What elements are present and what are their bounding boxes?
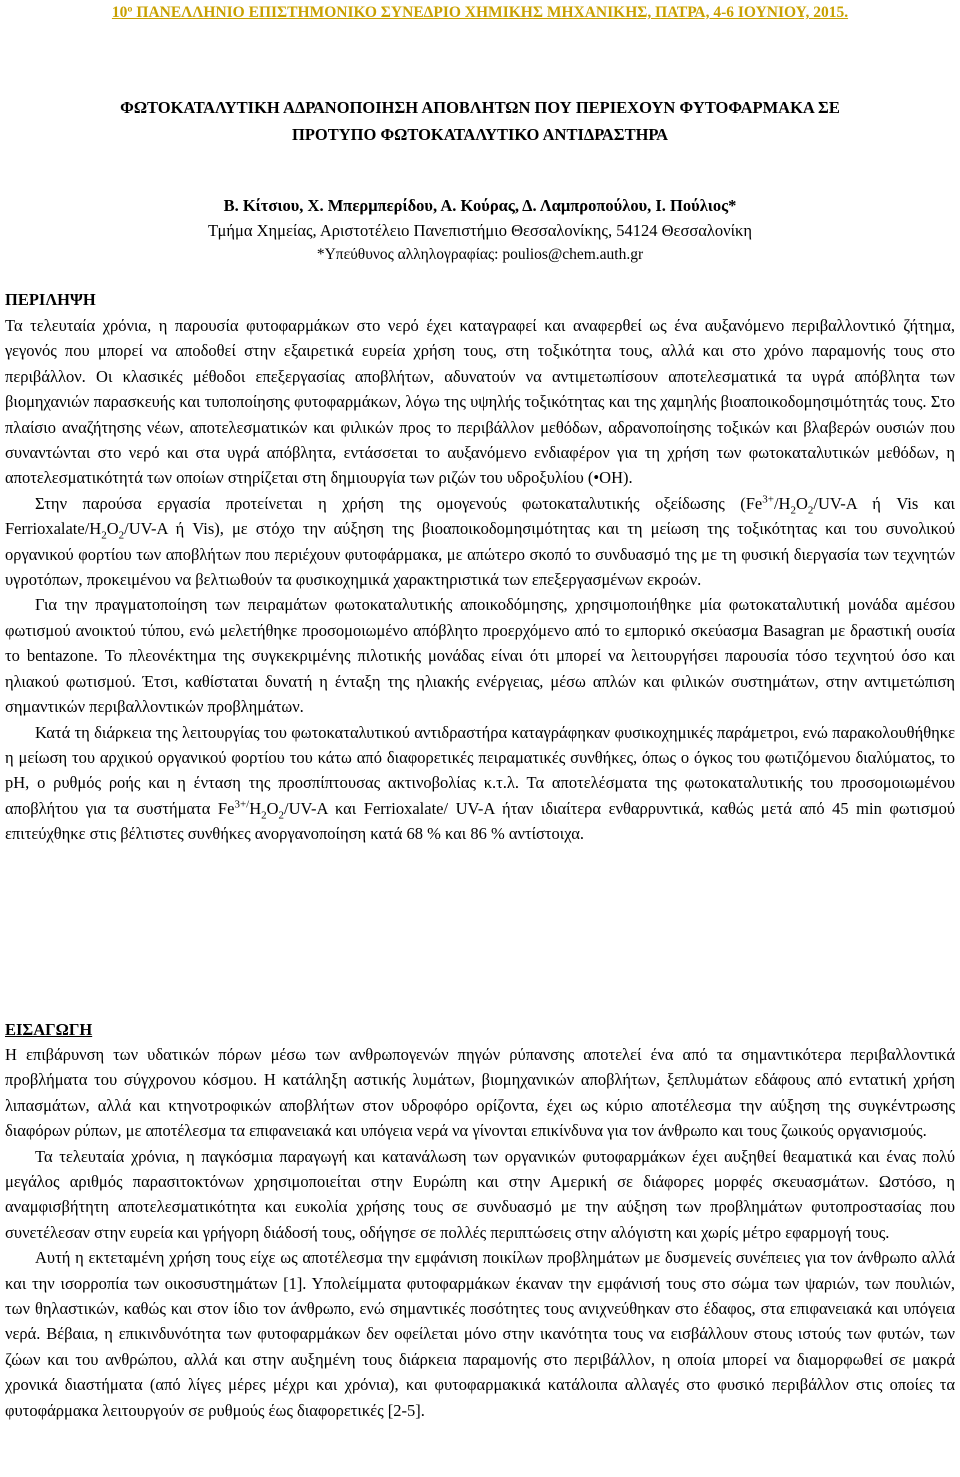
intro-paragraph-1: Η επιβάρυνση των υδατικών πόρων μέσω των ανθρωπογενών πηγών ρύπανσης αποτελεί ένα από τα σημαντικότερα περιβαλλοντικά προβλήματα του σύγχρονου κόσμου. Η κατάληξη αστικής λυμάτων, βιομηχανικών αποβλήτων, ξεπλυμάτων εδάφους από εντατική χρήση λιπασμάτων, αλλά και κτηνοτροφικών αποβλήτων στον υδροφόρο ορίζοντα, έχει ως κύριο αποτέλεσμα την αύξηση της συγκέντρωσης διαφόρων ρύπων, με αποτέλεσμα τα επιφανειακά και υπόγεια νερά να γίνονται επικίνδυνα για τον άνθρωπο και τους ζωικούς οργανισμούς.: [5, 1045, 955, 1141]
introduction-body: [5, 1042, 955, 1423]
authors: Β. Κίτσιου, Χ. Μπερμπερίδου, Α. Κούρας, Δ. Λαμπροπούλου, Ι. Πούλιος*: [223, 196, 737, 215]
abstract-paragraph-1: Τα τελευταία χρόνια, η παρουσία φυτοφαρμάκων στο νερό έχει καταγραφεί και αναφερθεί ως ένα αυξανόμενο περιβαλλοντικό ζήτημα, γεγονός που μπορεί να αποδοθεί στην εξαιρετικά ευρεία χρήση τους, στη τοξικότητα τους, αλλά και στο χρόνο παραμονής τους στο περιβάλλον. Οι κλασικές μέθοδοι επεξεργασίας αποβλήτων, αδυνατούν να αντιμετωπίσουν αποτελεσματικά τα υγρά απόβλητα των βιομηχανιών παρασκευής και τυποποίησης φυτοφαρμάκων, λόγω της υψηλής τοξικότητας και της χαμηλής βιοαποικοδομησιμότητάς τους. Στο πλαίσιο αναζήτησης νέων, αποτελεσματικών και φιλικών προς το περιβάλλον μεθόδων, αδρανοποίησης τοξικών και βλαβερών ουσιών που συναντώνται στο νερό και στα υγρά απόβλητα, εντάσσεται το αυξανόμενο ενδιαφέρον για τη χρήση των φωτοκαταλυτικών μεθόδων, η αποτελεσματικότητά των οποίων στηρίζεται στη δημιουργία των ριζών του υδροξυλίου (•OH).: [5, 316, 955, 488]
title-line-2: ΠΡΟΤΥΠΟ ΦΩΤΟΚΑΤΑΛΥΤΙΚΟ ΑΝΤΙΔΡΑΣΤΗΡΑ: [292, 125, 668, 144]
abstract-heading: ΠΕΡΙΛΗΨΗ: [5, 290, 96, 309]
correspondence: *Υπεύθυνος αλληλογραφίας: poulios@chem.auth.gr: [316, 246, 644, 263]
paper-title: [5, 94, 955, 148]
abstract-paragraph-3: Για την πραγματοποίηση των πειραμάτων φωτοκαταλυτικής αποικοδόμησης, χρησιμοποιήθηκε μία φωτοκαταλυτική μονάδα αμέσου φωτισμού ανοικτού τύπου, ενώ μελετήθηκε προσομοιωμένο απόβλητο προερχόμενο από το εμπορικό σκεύασμα Basagran με δραστική ουσία το bentazone. Το πλεονέκτημα της συγκεκριμένης πιλοτικής μονάδας είναι ότι μπορεί να λειτουργήσει παρουσία τόσο τεχνητού όσο και ηλιακού φωτισμού. Έτσι, καθίσταται δυνατή η ένταξη της ηλιακής ενέργειας, μέσω απλών και φιλικών συστημάτων, στην αντιμετώπιση σημαντικών περιβαλλοντικών προβλημάτων.: [5, 595, 955, 717]
affiliation: Τμήμα Χημείας, Αριστοτέλειο Πανεπιστήμιο Θεσσαλονίκης, 54124 Θεσσαλονίκη: [208, 221, 752, 240]
introduction-heading: ΕΙΣΑΓΩΓΗ: [5, 1020, 93, 1039]
abstract-paragraph-4: Κατά τη διάρκεια της λειτουργίας του φωτοκαταλυτικού αντιδραστήρα καταγράφηκαν φυσικοχημικές παράμετροι, ενώ παρακολουθήθηκε η μείωση του αρχικού οργανικού φορτίου του κάτω από διαφορετικές πειραματικές συνθήκες, όπως ο όγκος του φωτιζόμενου διαλύματος, το pH, ο ρυθμός ροής και η ένταση της προσπίπτουσας ακτινοβολίας κ.τ.λ. Τα αποτελέσματα της φωτοκαταλυτικής του προσομοιωμένου αποβλήτου για τα συστήματα $Fe^{3+/}H_2O_2/UV-A$ και Ferrioxalate/ UV-A ήταν ιδιαίτερα ενθαρρυντικά, καθώς μετά από 45 min φωτισμού επιτεύχθηκε στις βέλτιστες συνθήκες ανοργανοποίηση κατά 68 % και 86 % αντίστοιχα.: [5, 722, 955, 844]
conference-header: 10º ΠΑΝΕΛΛΗΝΙΟ ΕΠΙΣΤΗΜΟΝΙΚΟ ΣΥΝΕΔΡΙΟ ΧΗΜΙΚΗΣ ΜΗΧΑΝΙΚΗΣ, ΠΑΤΡΑ, 4-6 ΙΟΥΝΙΟΥ, 2015.: [111, 4, 849, 21]
abstract-body: [5, 313, 955, 847]
intro-paragraph-3: Αυτή η εκτεταμένη χρήση τους είχε ως αποτέλεσμα την εμφάνιση ποικίλων προβλημάτων με δυσμενείς συνέπειες για τον άνθρωπο αλλά και την ισορροπία των οικοσυστημάτων [1]. Υπολείμματα φυτοφαρμάκων έκαναν την εμφάνισή τους στο σώμα των ψαριών, των πουλιών, των θηλαστικών, καθώς και στον ίδιο τον άνθρωπο, ενώ σημαντικές ποσότητες τους ανιχνεύθηκαν στο έδαφος, στα επιφανειακά και υπόγεια νερά. Βέβαια, η επικινδυνότητα των φυτοφαρμάκων δεν οφείλεται μόνο στην ικανότητα τους να εισβάλλουν στους ιστούς των φυτών, των ζώων και του ανθρώπου, αλλά και στην αυξημένη τους διάρκεια παραμονής στο περιβάλλον, η οποία μπορεί να διαμορφωθεί σε μακρά χρονικά διαστήματα (από λίγες μέρες μέχρι και χρόνια), και φυτοφαρμακικά κατάλοιπα αλλαγές στο φυσικό περιβάλλον στις οποίες τα φυτοφάρμακα λειτουργούν σε ρυθμούς έως διαφορετικές [2-5].: [5, 1248, 955, 1420]
intro-paragraph-2: Τα τελευταία χρόνια, η παγκόσμια παραγωγή και κατανάλωση των οργανικών φυτοφαρμάκων έχει αυξηθεί θεαματικά και ένας πολύ μεγάλος αριθμός παρασιτοκτόνων χρησιμοποιείται στην Ευρώπη και στην Αμερική σε διάφορες μορφές σκευασμάτων. Ωστόσο, η αναμφισβήτητη αποτελεσματικότητα και ευκολία χρήσης τους σε συνδυασμό με την αύξηση των προβλημάτων φυτοπροστασίας που συνετέλεσαν στην ευρεία και γρήγορη διάδοσή τους, οδήγησε σε πολλές περιπτώσεις στην αλόγιστη και χωρίς μέτρο εφαρμογή τους.: [5, 1146, 955, 1242]
title-line-1: ΦΩΤΟΚΑΤΑΛΥΤΙΚΗ ΑΔΡΑΝΟΠΟΙΗΣΗ ΑΠΟΒΛΗΤΩΝ ΠΟΥ ΠΕΡΙΕΧΟΥΝ ΦΥΤΟΦΑΡΜΑΚΑ ΣΕ: [120, 98, 840, 117]
abstract-paragraph-2: Στην παρούσα εργασία προτείνεται η χρήση της ομογενούς φωτοκαταλυτικής οξείδωσης ($Fe^{3+}/H_2O_2/UV-A$ ή Vis και Ferrioxalate/$H_2O_2/UV-A$ ή Vis), με στόχο την αύξηση της βιοαποικοδομησιμότητας και τη μείωση της τοξικότητας και του συνολικού οργανικού φορτίου των αποβλήτων που περιέχουν φυτοφάρμακα, με απώτερο σκοπό το συνδυασμό της με τη φυσική διεργασία των τεχνητών υγροτόπων, προκειμένου να βελτιωθούν τα φυσικοχημικά χαρακτηριστικά των επεξεργασμένων εκροών.: [5, 493, 956, 590]
